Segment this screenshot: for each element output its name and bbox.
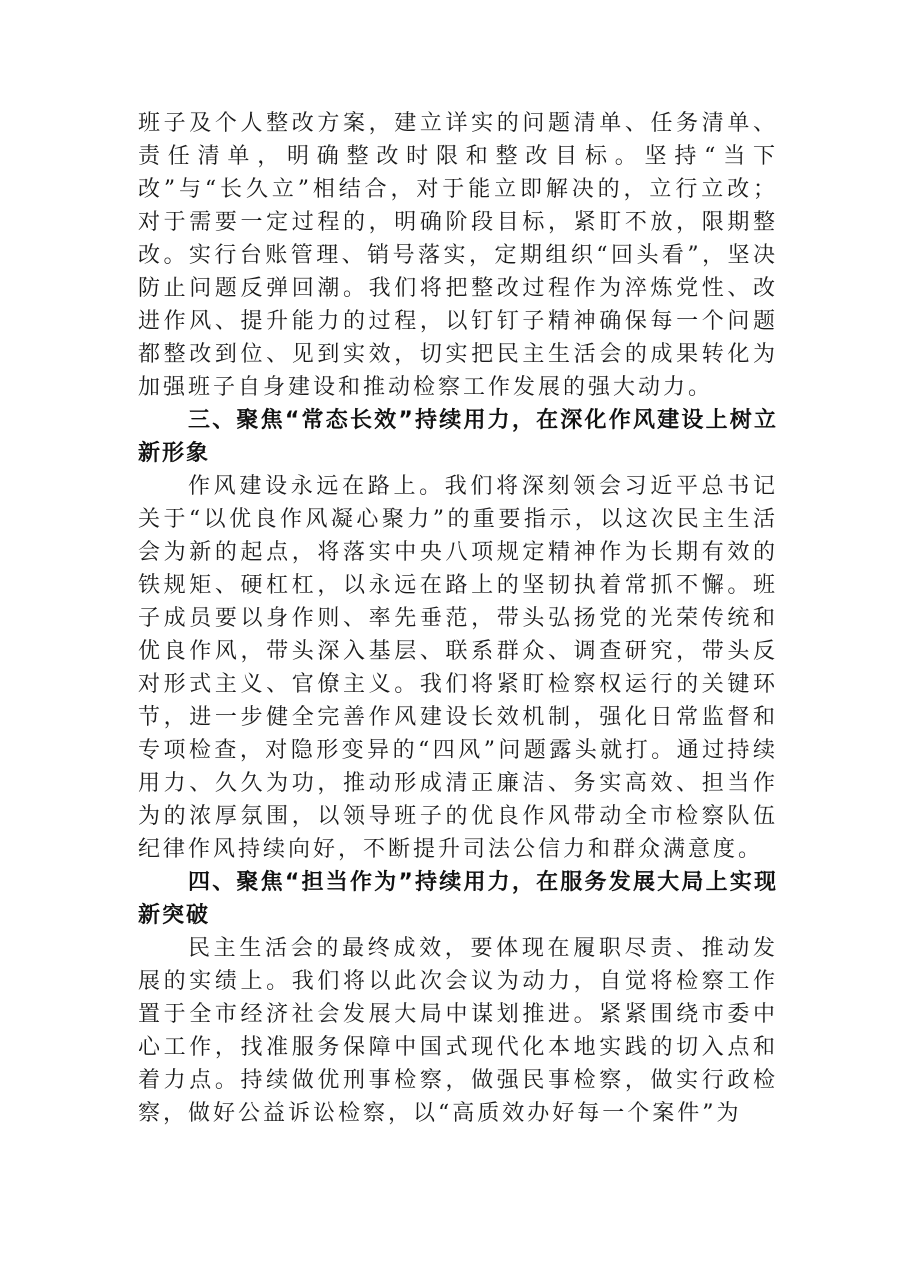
paragraph-responsibility: 民主生活会的最终成效，要体现在履职尽责、推动发展的实绩上。我们将以此次会议为动力，自觉将检察工作置于全市经济社会发展大局中谋划推进。紧紧围绕市委中心工作，找准服务保障中国式现代化本地实践的切入点和着力点。持续做优刑事检察，做强民事检察，做实行政检察，做好公益诉讼检察，以“高质效办好每一个案件”为 [138,936,778,1126]
document-body [138,107,778,1130]
section-heading-three: 三、聚焦“常态长效”持续用力，在深化作风建设上树立新形象 [138,408,778,466]
paragraph-work-style: 作风建设永远在路上。我们将深刻领会习近平总书记关于“以优良作风凝心聚力”的重要指示，以这次民主生活会为新的起点，将落实中央八项规定精神作为长期有效的铁规矩、硬杠杠，以永远在路上的坚韧执着常抓不懈。班子成员要以身作则、率先垂范，带头弘扬党的光荣传统和优良作风，带头深入基层、联系群众、调查研究，带头反对形式主义、官僚主义。我们将紧盯检察权运行的关键环节，进一步健全完善作风建设长效机制，强化日常监督和专项检查，对隐形变异的“四风”问题露头就打。通过持续用力、久久为功，推动形成清正廉洁、务实高效、担当作为的浓厚氛围，以领导班子的优良作风带动全市检察队伍纪律作风持续向好，不断提升司法公信力和群众满意度。 [138,474,778,862]
paragraph-rectification: 班子及个人整改方案，建立详实的问题清单、任务清单、责任清单，明确整改时限和整改目标。坚持“当下改”与“长久立”相结合，对于能立即解决的，立行立改；对于需要一定过程的，明确阶段目标，紧盯不放，限期整改。实行台账管理、销号落实，定期组织“回头看”，坚决防止问题反弹回潮。我们将把整改过程作为淬炼党性、改进作风、提升能力的过程，以钉钉子精神确保每一个问题都整改到位、见到实效，切实把民主生活会的成果转化为加强班子自身建设和推动检察工作发展的强大动力。 [138,111,778,400]
section-heading-four: 四、聚焦“担当作为”持续用力，在服务发展大局上实现新突破 [138,870,778,928]
